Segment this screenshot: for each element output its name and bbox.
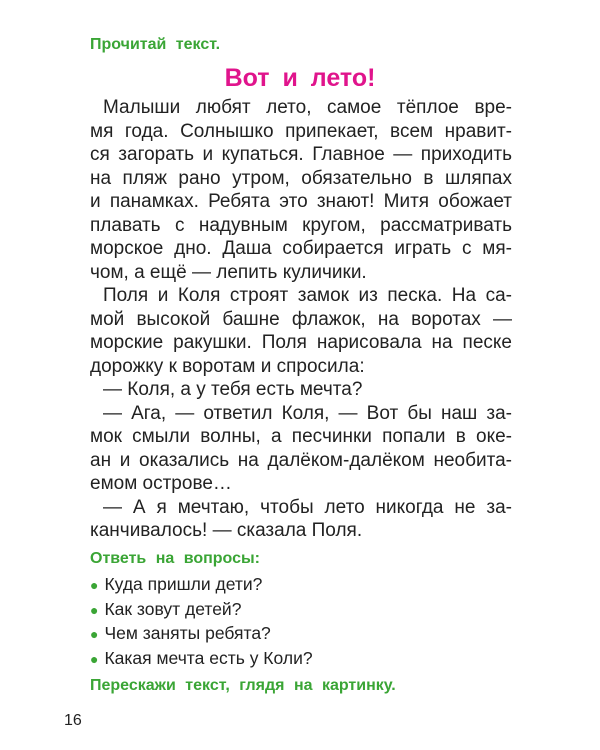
question-item — [90, 598, 313, 623]
story-line: морские ракушки. Поля нарисовала на песке — [90, 332, 512, 353]
story-line: ан и оказались на далёком-далёком необита- — [90, 449, 512, 471]
story-line: мок смыли волны, а песчинки попали в оке- — [90, 426, 512, 447]
page-number: 16 — [64, 712, 82, 729]
story-line: на пляж рано утром, обязательно в шляпах — [90, 167, 512, 189]
story-text — [90, 96, 512, 543]
questions-heading: Ответь на вопросы: — [90, 550, 261, 567]
question-text: Какая мечта есть у Коли? — [104, 647, 313, 668]
question-text: Куда пришли дети? — [104, 574, 263, 594]
question-item — [90, 647, 313, 672]
task-read-heading: Прочитай текст. — [90, 36, 221, 53]
question-item — [90, 622, 313, 647]
questions-list — [90, 573, 313, 671]
story-title: Вот и лето! — [224, 64, 376, 92]
story-line: Поля и Коля строят замок из песка. На са- — [103, 285, 512, 306]
story-line: дорожку к воротам и спросила: — [90, 355, 365, 377]
question-text: Как зовут детей? — [104, 598, 242, 619]
bullet-icon: ● — [90, 626, 99, 642]
bullet-icon: ● — [90, 601, 99, 618]
story-line: — Коля, а у тебя есть мечта? — [103, 379, 363, 400]
story-line: чом, а ещё — лепить куличики. — [90, 261, 367, 283]
question-item — [90, 573, 313, 598]
story-line: морское дно. Даша собирается играть с мя- — [90, 238, 512, 259]
story-line: мой высокой башне флажок, на воротах — — [90, 308, 512, 330]
story-line: ся загорать и купаться. Главное — приходить — [90, 144, 512, 165]
story-line: — А я мечтаю, чтобы лето никогда не за- — [103, 496, 512, 518]
story-line: мя года. Солнышко припекает, всем нравит- — [90, 120, 512, 142]
bullet-icon: ● — [90, 650, 99, 667]
story-line: канчивалось! — сказала Поля. — [90, 520, 363, 541]
story-line: плавать с надувным кругом, рассматривать — [90, 214, 512, 236]
retell-task: Перескажи текст, глядя на картинку. — [90, 677, 396, 694]
question-text: Чем заняты ребята? — [104, 623, 271, 643]
story-line: Малыши любят лето, самое тёплое вре- — [103, 97, 512, 118]
story-line: — Ага, — ответил Коля, — Вот бы наш за- — [103, 402, 512, 424]
story-line: и панамках. Ребята это знают! Митя обожает — [90, 191, 512, 212]
story-line: емом острове… — [90, 473, 232, 494]
bullet-icon: ● — [90, 577, 99, 593]
